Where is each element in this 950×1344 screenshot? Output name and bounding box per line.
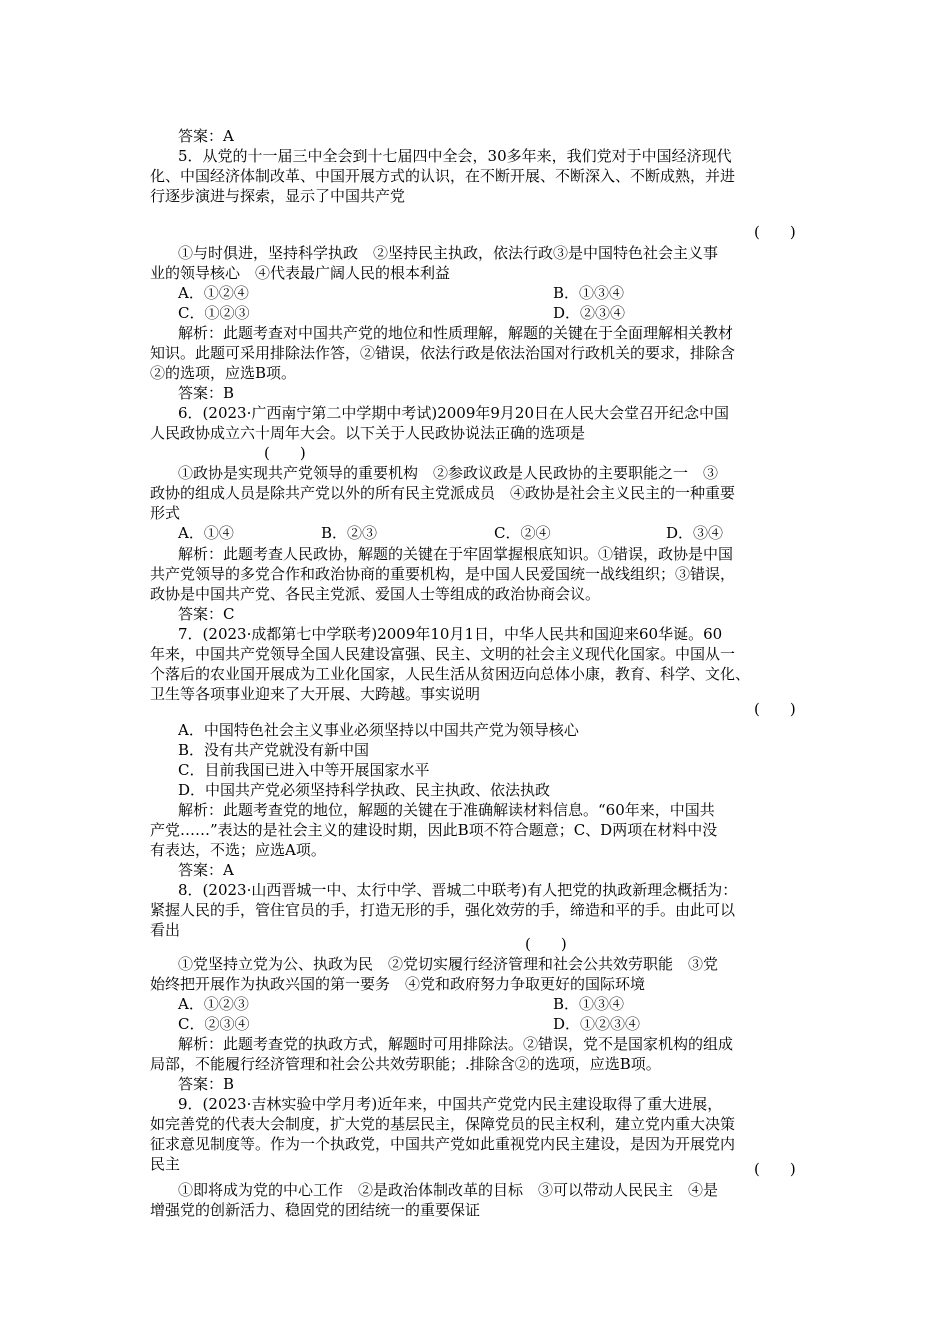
answer-blank: ( ) (525, 935, 567, 953)
answer-blank: ( ) (754, 223, 796, 241)
question-5-item-1: ①与时俱进，坚持科学执政 ②坚持民主执政，依法行政③是中国特色社会主义事 (178, 244, 719, 262)
question-9-stem-3: 征求意见制度等。作为一个执政党，中国共产党如此重视党内民主建设，是因为开展党内 (150, 1135, 736, 1153)
analysis-line: 解析：此题考查对中国共产党的地位和性质理解，解题的关键在于全面理解相关教材 (178, 324, 734, 342)
question-8-stem-2: 紧握人民的手，管住官员的手，打造无形的手，强化效劳的手，缔造和平的手。由此可以 (150, 901, 736, 919)
option-b: B．②③ (321, 524, 378, 542)
question-5-stem-3: 行逐步演进与探索，显示了中国共产党 (150, 187, 406, 205)
answer-line: 答案：A (178, 861, 234, 879)
option-d: D．③④ (666, 524, 724, 542)
analysis-line: 解析：此题考查党的地位，解题的关键在于准确解读材料信息。“60年来，中国共 (178, 801, 715, 819)
question-9-item-1: ①即将成为党的中心工作 ②是政治体制改革的目标 ③可以带动人民民主 ④是 (178, 1181, 719, 1199)
option-d: D．中国共产党必须坚持科学执政、民主执政、依法执政 (178, 781, 551, 799)
option-d: D．②③④ (553, 304, 626, 322)
question-7-stem-3: 个落后的农业国开展成为工业化国家，人民生活从贫困迈向总体小康，教育、科学、文化、 (150, 665, 751, 683)
option-d: D．①②③④ (553, 1015, 641, 1033)
analysis-line: 共产党领导的多党合作和政治协商的重要机构，是中国人民爱国统一战线组织；③错误， (150, 565, 736, 583)
question-8-item-1: ①党坚持立党为公、执政为民 ②党切实履行经济管理和社会公共效劳职能 ③党 (178, 955, 719, 973)
question-7-stem-2: 年来，中国共产党领导全国人民建设富强、民主、文明的社会主义现代化国家。中国从一 (150, 645, 736, 663)
option-c: C．②③④ (178, 1015, 250, 1033)
option-c: C．①②③ (178, 304, 250, 322)
question-5-stem-2: 化、中国经济体制改革、中国开展方式的认识，在不断开展、不断深入、不断成熟，并进 (150, 167, 736, 185)
analysis-line: 有表达，不选；应选A项。 (150, 841, 326, 859)
answer-line: 答案：B (178, 384, 235, 402)
option-a: A．①②④ (178, 284, 249, 302)
question-6-item-1: ①政协是实现共产党领导的重要机构 ②参政议政是人民政协的主要职能之一 ③ (178, 464, 719, 482)
question-9-stem-1: 9．(2023·吉林实验中学月考)近年来，中国共产党党内民主建设取得了重大进展， (178, 1095, 723, 1113)
question-5-stem-1: 5．从党的十一届三中全会到十七届四中全会，30多年来，我们党对于中国经济现代 (178, 147, 732, 165)
answer-blank: ( ) (754, 1160, 796, 1178)
option-b: B．①③④ (553, 995, 625, 1013)
option-c: C．②④ (494, 524, 551, 542)
question-7-stem-4: 卫生等各项事业迎来了大开展、大跨越。事实说明 (150, 685, 481, 703)
option-a: A．①②③ (178, 995, 249, 1013)
question-9-item-2: 增强党的创新活力、稳固党的团结统一的重要保证 (150, 1201, 481, 1219)
question-6-stem-2: 人民政协成立六十周年大会。以下关于人民政协说法正确的选项是 (150, 424, 586, 442)
analysis-line: 解析：此题考查党的执政方式，解题时可用排除法。②错误，党不是国家机构的组成 (178, 1035, 734, 1053)
answer-blank: ( ) (754, 700, 796, 718)
question-6-item-3: 形式 (150, 504, 181, 522)
question-8-stem-3: 看出 (150, 921, 181, 939)
analysis-line: 局部，不能履行经济管理和社会公共效劳职能；.排除含②的选项，应选B项。 (150, 1055, 661, 1073)
question-7-stem-1: 7．(2023·成都第七中学联考)2009年10月1日，中华人民共和国迎来60华诞。60 (178, 625, 723, 643)
analysis-line: 知识。此题可采用排除法作答，②错误，依法行政是依法治国对行政机关的要求，排除含 (150, 344, 736, 362)
option-a: A．中国特色社会主义事业必须坚持以中国共产党为领导核心 (178, 721, 579, 739)
analysis-line: 产党……”表达的是社会主义的建设时期，因此B项不符合题意；C、D两项在材料中没 (150, 821, 718, 839)
question-9-stem-4: 民主 (150, 1155, 181, 1173)
answer-blank: ( ) (264, 444, 306, 462)
option-c: C．目前我国已进入中等开展国家水平 (178, 761, 430, 779)
answer-line: 答案：C (178, 605, 235, 623)
answer-line: 答案：B (178, 1075, 235, 1093)
question-9-stem-2: 如完善党的代表大会制度，扩大党的基层民主，保障党员的民主权利，建立党内重大决策 (150, 1115, 736, 1133)
question-6-item-2: 政协的组成人员是除共产党以外的所有民主党派成员 ④政协是社会主义民主的一种重要 (150, 484, 736, 502)
question-5-item-2: 业的领导核心 ④代表最广阔人民的根本利益 (150, 264, 451, 282)
option-a: A．①④ (178, 524, 234, 542)
option-b: B．没有共产党就没有新中国 (178, 741, 370, 759)
analysis-line: ②的选项，应选B项。 (150, 364, 297, 382)
option-b: B．①③④ (553, 284, 625, 302)
question-8-item-2: 始终把开展作为执政兴国的第一要务 ④党和政府努力争取更好的国际环境 (150, 975, 646, 993)
analysis-line: 政协是中国共产党、各民主党派、爱国人士等组成的政治协商会议。 (150, 585, 601, 603)
question-6-stem-1: 6．(2023·广西南宁第二中学期中考试)2009年9月20日在人民大会堂召开纪念中国 (178, 404, 729, 422)
question-8-stem-1: 8．(2023·山西晋城一中、太行中学、晋城二中联考)有人把党的执政新理念概括为： (178, 881, 738, 899)
analysis-line: 解析：此题考查人民政协，解题的关键在于牢固掌握根底知识。①错误，政协是中国 (178, 545, 734, 563)
answer-line: 答案：A (178, 127, 234, 145)
